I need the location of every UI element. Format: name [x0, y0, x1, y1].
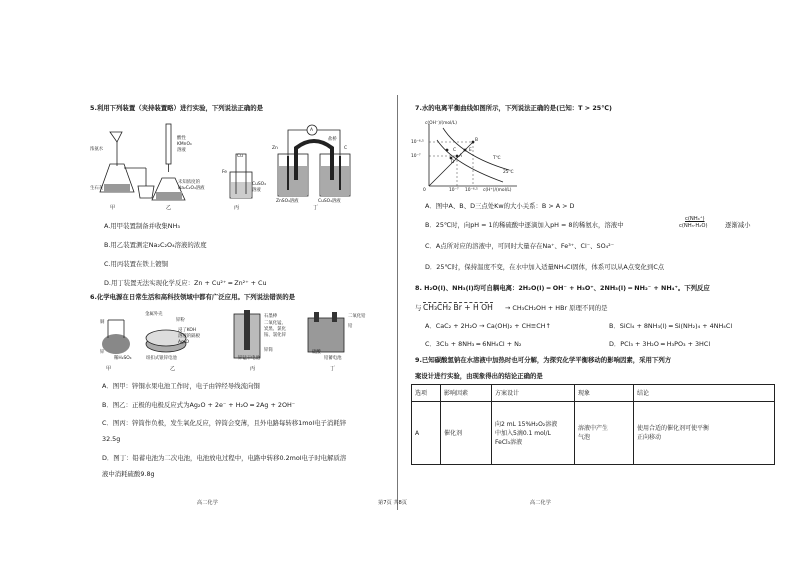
apparatus-jia: [100, 132, 154, 198]
q5-label-cuso4-1: CuSO₄: [252, 182, 266, 187]
q5-label-kmno4-1: 酸性: [177, 136, 186, 141]
q6-label-pb: 铅: [348, 324, 353, 329]
q6-caption-bing: 丙: [250, 366, 256, 372]
q6-label-znpowder: 锌粉: [176, 318, 185, 323]
q6-caption-ding: 丁: [330, 366, 336, 372]
q6-option-c-cont: 32.5g: [102, 435, 121, 443]
q5-label-cu: Cu: [237, 154, 243, 159]
q8-stem-prefix: 与: [415, 304, 422, 312]
battery-jia: [102, 320, 130, 354]
design-line: FeCl₃溶液: [495, 438, 523, 446]
header-factor: 影响因素: [441, 385, 492, 402]
q6-caption-dry-cell: 锌锰干电池: [238, 356, 260, 361]
design-line: 中加入5滴0.1 mol/L: [495, 429, 551, 437]
q5-label-reagent: 浓氨水: [90, 147, 104, 152]
apparatus-bing: [230, 154, 252, 198]
left-footer: 高二化学: [197, 500, 218, 506]
q5-apparatus-figure: [88, 120, 378, 210]
q7-point-c: C: [453, 148, 457, 153]
table-row: [412, 402, 775, 465]
q8-option-c: C．3Cl₂ + 8NH₃ ═ 6NH₄Cl + N₂: [425, 340, 522, 348]
q6-label-pbo2: 二氧化铅: [348, 314, 366, 319]
q6-option-b: B．图乙：正极的电极反应式为Ag₂O + 2e⁻ + H₂O ═ 2Ag + 2OH⁻: [102, 401, 296, 409]
q5-label-kmno4-2: KMnO₄: [177, 142, 192, 147]
apparatus-ding: [278, 125, 350, 196]
page-number: 第7页 共8页: [378, 500, 407, 506]
q7-x-tick-65: 10⁻⁶·⁵: [465, 188, 478, 193]
battery-bing: [234, 310, 260, 358]
q7-option-b: B．25℃时，向pH = 1的稀硫酸中逐滴加入pH = 8的稀氨水，溶液中: [425, 221, 624, 229]
q6-caption-button-cell: 纽扣式银锌电池: [146, 356, 177, 361]
q5-label-cuso4-2: 溶液: [252, 188, 261, 193]
q7-y-tick-65: 10⁻⁶·⁵: [411, 140, 424, 145]
q5-caption-yi: 乙: [166, 205, 172, 211]
row-factor: 催化剂: [441, 402, 492, 465]
q7-stem: 7.水的电离平衡曲线如图所示，下列说法正确的是(已知：T > 25℃): [415, 104, 612, 112]
q6-label-koh-2: 溶液的隔板: [178, 334, 200, 339]
q5-label-bridge: 盐桥: [328, 137, 337, 142]
q5-label-unknown-2: Na₂C₂O₄溶液: [178, 186, 205, 191]
q7-option-b-numerator: c(NH₄⁺): [685, 216, 705, 222]
q6-label-zn-can: 锌筒: [264, 348, 273, 353]
q5-label-c: C: [344, 146, 348, 151]
q6-label-nh4cl: 铵、氯化锌: [264, 333, 286, 338]
q6-label-acid: 硫酸: [312, 350, 321, 355]
q6-caption-lead-acid: 铅蓄电池: [324, 356, 342, 361]
q5-label-cuso4-d: CuSO₄溶液: [318, 199, 341, 204]
q7-point-d: D: [451, 160, 455, 165]
design-line: 向2 mL 15%H₂O₂溶液: [495, 420, 558, 428]
q7-option-b-denominator: c(NH₃·H₂O): [679, 223, 708, 229]
q6-stem: 6.化学电源在日常生活和高科技领域中都有广泛应用。下列说法错误的是: [90, 293, 295, 301]
q7-option-a: A．图中A、B、D三点处Kw的大小关系：B > A > D: [425, 202, 575, 210]
q7-x-axis-label: c(H⁺)/(mol/L): [483, 188, 512, 193]
q7-y-tick-7: 10⁻⁷: [411, 154, 421, 159]
q7-option-b-suffix: 逐渐减小: [725, 221, 751, 229]
battery-ding: [308, 312, 344, 352]
q5-stem: 5.利用下列装置（夹持装置略）进行实验，下列说法正确的是: [90, 104, 264, 112]
q5-caption-ding: 丁: [313, 205, 319, 211]
q6-option-d-cont: 液中消耗硫酸9.8g: [102, 470, 155, 478]
q5-caption-jia: 甲: [110, 205, 116, 211]
q8-stem-suffix: → CH₃CH₂OH + HBr 原理不同的是: [505, 304, 608, 312]
header-conclusion: 结论: [634, 385, 775, 402]
right-page: [397, 0, 794, 561]
q6-caption-jia: 甲: [106, 366, 112, 372]
q9-stem-line2: 案设计进行实验，由现象得出的结论正确的是: [415, 372, 543, 380]
q5-label-fe: Fe: [222, 170, 227, 175]
q5-label-unknown-1: 未知浓度的: [178, 180, 200, 185]
q7-point-a: A: [459, 154, 463, 159]
q6-option-d: D．图丁：铅蓄电池为二次电池，电池放电过程中，电路中转移0.2mol电子时电解质溶: [102, 454, 347, 462]
q6-label-h2so4: 稀H₂SO₄: [114, 356, 132, 361]
q5-option-d: D.用丁装置无法实现化学反应：Zn + Cu²⁺ ═ Zn²⁺ + Cu: [104, 279, 267, 287]
q8-stem: 8. H₂O(l)、NH₃(l)均可自耦电离：2H₂O(l) ═ OH⁻ + H₃O⁺、2NH₃(l) ═ NH₂⁻ + NH₄⁺。下列反应: [415, 284, 710, 292]
q5-label-solid: 生石灰: [90, 186, 104, 191]
q5-label-kmno4-3: 溶液: [177, 148, 186, 153]
header-phenomenon: 现象: [575, 385, 634, 402]
q6-label-koh-1: 浸了KOH: [178, 328, 197, 333]
q9-table: [411, 384, 775, 465]
q8-option-d: D．PCl₃ + 3H₂O ═ H₃PO₃ + 3HCl: [609, 340, 711, 348]
row-design: [492, 402, 575, 465]
q7-origin: 0: [423, 188, 426, 193]
q6-battery-figure: [94, 308, 384, 362]
phenomenon-line: 气泡: [578, 434, 591, 441]
row-option: A: [412, 402, 441, 465]
q7-option-c: C．A点所对应的溶液中，可同时大量存在Na⁺、Fe³⁺、Cl⁻、SO₄²⁻: [425, 242, 615, 250]
q6-label-graphite: 石墨棒: [264, 314, 278, 319]
q8-option-b: B．SiCl₄ + 8NH₃(l) ═ Si(NH₂)₄ + 4NH₄Cl: [609, 322, 733, 330]
q6-label-carbon: 炭黑、氯化: [264, 327, 286, 332]
q7-option-d: D．25℃时，保持温度不变，在水中加入适量NH₄Cl固体，体系可以从A点变化到C点: [425, 263, 665, 271]
row-phenomenon: [575, 402, 634, 465]
q6-label-cu: 铜: [100, 320, 105, 325]
conclusion-line: 正向移动: [637, 434, 662, 441]
q7-point-e: E: [469, 148, 472, 153]
q6-caption-yi: 乙: [170, 366, 176, 372]
header-option: 选项: [412, 385, 441, 402]
right-footer: 高二化学: [530, 500, 551, 506]
q6-label-shell: 金属外壳: [145, 312, 163, 317]
q6-label-mno2: 二氧化锰、: [264, 321, 286, 326]
phenomenon-line: 溶液中产生: [578, 425, 609, 432]
q9-stem-line1: 9.已知碳酸氢钠在水溶液中加热时也可分解，为探究化学平衡移动的影响因素，采用下列方: [415, 356, 672, 364]
q6-option-c: C．图丙：锌筒作负极，发生氧化反应，锌筒会变薄，且外电路每转移1mol电子消耗锌: [102, 419, 347, 427]
q5-option-c: C.用丙装置在铁上镀铜: [104, 260, 169, 268]
q5-option-a: A.用甲装置制备并收集NH₃: [104, 222, 180, 230]
q5-label-znso4: ZnSO₄溶液: [276, 199, 299, 204]
q8-option-a: A．CaC₂ + 2H₂O → Ca(OH)₂ + CH≡CH↑: [425, 322, 551, 330]
header-design: 方案设计: [492, 385, 575, 402]
q5-option-b: B.用乙装置测定Na₂C₂O₄溶液的浓度: [104, 241, 207, 249]
q5-label-zn: Zn: [272, 146, 278, 151]
q7-curve-t: T℃: [493, 156, 501, 161]
q6-label-zn: 锌: [100, 350, 105, 355]
q5-label-ammeter: A: [310, 128, 314, 133]
q5-caption-bing: 丙: [234, 205, 240, 211]
q6-label-ag2o: Ag₂O: [178, 340, 190, 345]
q8-formula: CH₃CH₂ Br + H OH: [423, 303, 493, 312]
q7-curve-25: 25℃: [503, 170, 514, 175]
q7-y-axis-label: c(OH⁻)/(mol/L): [425, 121, 457, 126]
conclusion-line: 使用合适的催化剂可使平衡: [637, 425, 710, 432]
q7-x-tick-7: 10⁻⁷: [449, 188, 459, 193]
q6-option-a: A．图甲：锌铜水果电池工作时，电子由锌经导线流向铜: [102, 382, 260, 390]
row-conclusion: [634, 402, 775, 465]
q7-point-b: B: [475, 138, 479, 143]
q9-table-header: [412, 385, 775, 402]
